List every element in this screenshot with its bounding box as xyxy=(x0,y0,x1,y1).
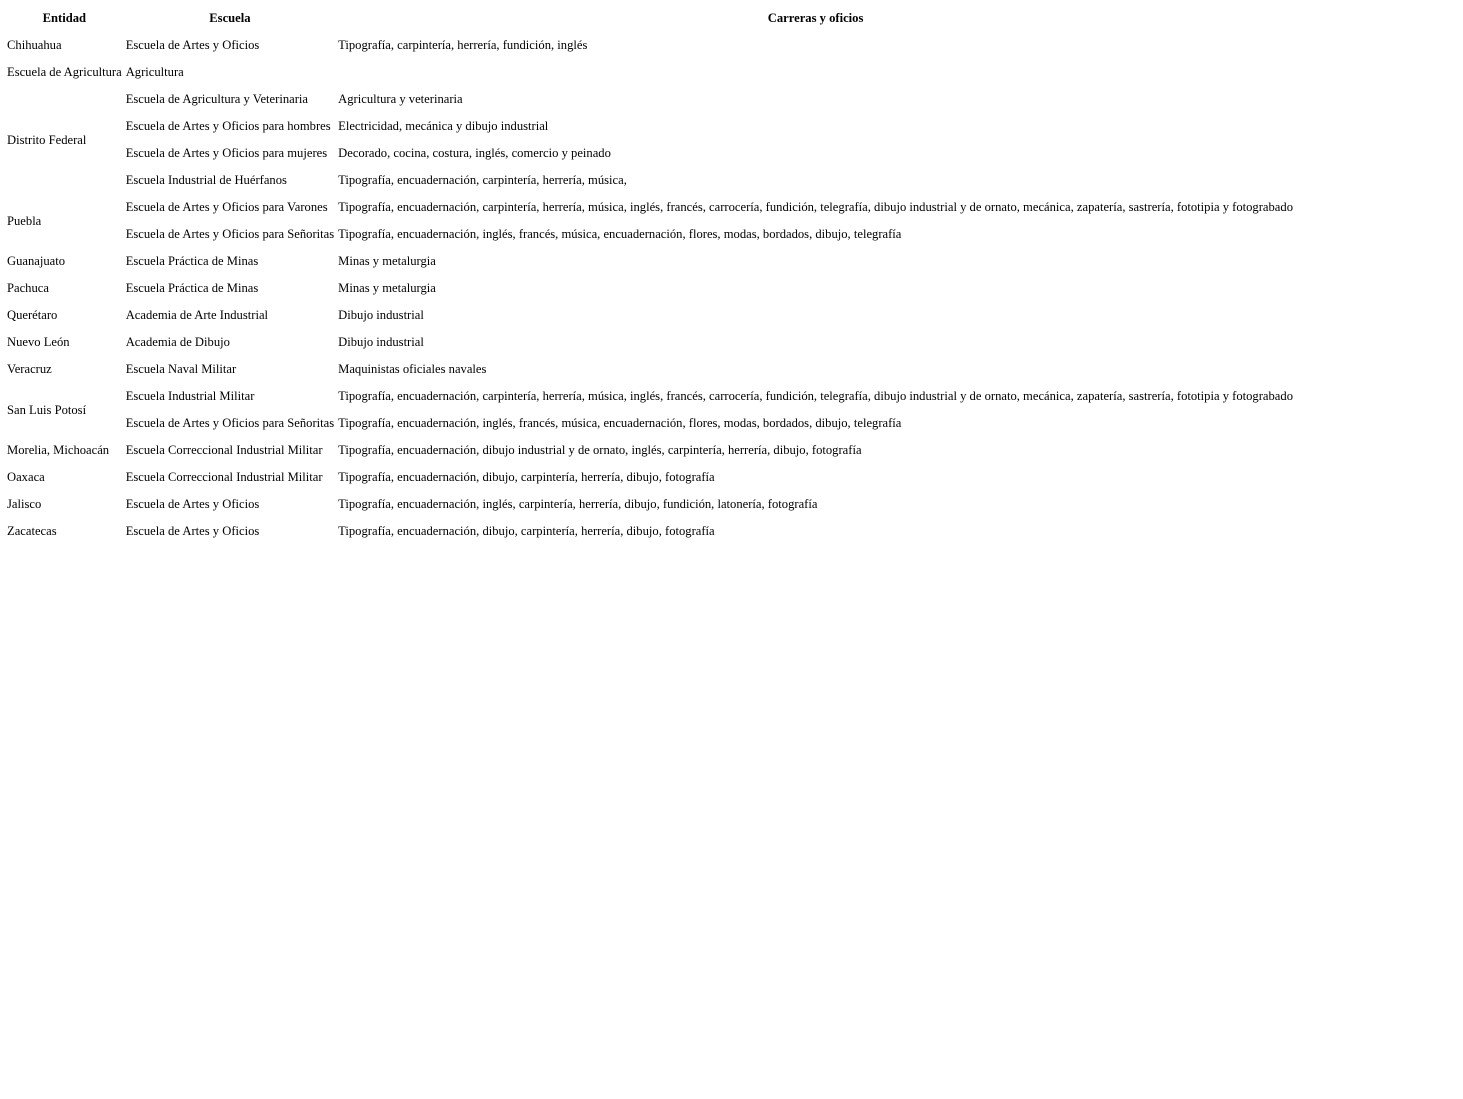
cell-entidad: Escuela de Agricultura xyxy=(7,65,122,79)
cell-entidad: Nuevo León xyxy=(7,335,70,349)
cell-entidad: Jalisco xyxy=(7,497,42,511)
table-row xyxy=(6,357,1294,382)
cell-carreras: Tipografía, encuadernación, dibujo, carpintería, herrería, dibujo, fotografía xyxy=(338,470,715,484)
header-escuela: Escuela xyxy=(209,11,251,25)
table-row xyxy=(6,384,1294,409)
table-row xyxy=(6,303,1294,328)
cell-carreras: Maquinistas oficiales navales xyxy=(338,362,487,376)
schools-table xyxy=(4,4,1296,546)
cell-entidad: San Luis Potosí xyxy=(7,402,87,417)
table-row xyxy=(6,465,1294,490)
table-row xyxy=(6,492,1294,517)
cell-escuela: Escuela de Artes y Oficios xyxy=(125,497,260,511)
cell-escuela: Escuela Industrial de Huérfanos xyxy=(125,173,287,187)
table-row xyxy=(6,519,1294,544)
header-carreras: Carreras y oficios xyxy=(767,11,864,25)
cell-carreras: Tipografía, encuadernación, carpintería, herrería, música, xyxy=(338,173,627,187)
table-row xyxy=(6,276,1294,301)
cell-carreras: Minas y metalurgia xyxy=(338,254,436,268)
table-row xyxy=(6,141,1294,166)
cell-entidad: Puebla xyxy=(7,213,42,228)
table-row xyxy=(6,168,1294,193)
cell-escuela: Escuela Naval Militar xyxy=(125,362,237,376)
cell-entidad: Oaxaca xyxy=(7,470,45,484)
cell-carreras: Decorado, cocina, costura, inglés, comercio y peinado xyxy=(338,146,611,160)
table-row xyxy=(6,114,1294,139)
cell-escuela: Agricultura xyxy=(125,65,184,79)
cell-carreras: Dibujo industrial xyxy=(338,308,424,322)
cell-escuela: Escuela de Artes y Oficios para Señoritas xyxy=(125,227,335,241)
table-row xyxy=(6,438,1294,463)
table-row xyxy=(6,330,1294,355)
cell-entidad: Distrito Federal xyxy=(7,132,87,147)
cell-escuela: Escuela de Artes y Oficios para Señoritas xyxy=(125,416,335,430)
cell-carreras: Tipografía, encuadernación, dibujo industrial y de ornato, inglés, carpintería, herrería, dibujo, fotografía xyxy=(338,443,862,457)
cell-carreras: Electricidad, mecánica y dibujo industrial xyxy=(338,119,549,133)
cell-escuela: Escuela de Artes y Oficios xyxy=(125,38,260,52)
cell-escuela: Escuela de Artes y Oficios para Varones xyxy=(125,200,328,214)
cell-carreras xyxy=(337,60,1294,85)
cell-escuela: Escuela Correccional Industrial Militar xyxy=(125,443,323,457)
cell-escuela: Escuela de Artes y Oficios xyxy=(125,524,260,538)
table-row xyxy=(6,87,1294,112)
cell-escuela: Academia de Dibujo xyxy=(125,335,230,349)
cell-escuela: Escuela de Artes y Oficios para mujeres xyxy=(125,146,328,160)
cell-escuela: Escuela Correccional Industrial Militar xyxy=(125,470,323,484)
cell-escuela: Escuela de Agricultura y Veterinaria xyxy=(125,92,309,106)
cell-entidad: Guanajuato xyxy=(7,254,66,268)
cell-carreras: Tipografía, carpintería, herrería, fundición, inglés xyxy=(338,38,588,52)
cell-entidad: Pachuca xyxy=(7,281,49,295)
cell-carreras: Tipografía, encuadernación, dibujo, carpintería, herrería, dibujo, fotografía xyxy=(338,524,715,538)
cell-escuela: Escuela Práctica de Minas xyxy=(125,254,259,268)
table-row xyxy=(6,195,1294,220)
cell-escuela: Escuela de Artes y Oficios para hombres xyxy=(125,119,331,133)
cell-entidad: Morelia, Michoacán xyxy=(7,443,110,457)
header-entidad: Entidad xyxy=(42,11,87,25)
header-row xyxy=(6,6,1294,31)
cell-escuela: Academia de Arte Industrial xyxy=(125,308,269,322)
cell-carreras: Minas y metalurgia xyxy=(338,281,436,295)
cell-carreras: Agricultura y veterinaria xyxy=(338,92,463,106)
cell-carreras: Tipografía, encuadernación, inglés, francés, música, encuadernación, flores, modas, bordados, dibujo, telegrafía xyxy=(338,227,902,241)
cell-entidad: Zacatecas xyxy=(7,524,57,538)
table-row xyxy=(6,249,1294,274)
table-row xyxy=(6,222,1294,247)
cell-entidad: Querétaro xyxy=(7,308,58,322)
cell-carreras: Dibujo industrial xyxy=(338,335,424,349)
cell-escuela: Escuela Práctica de Minas xyxy=(125,281,259,295)
cell-carreras: Tipografía, encuadernación, inglés, francés, música, encuadernación, flores, modas, bordados, dibujo, telegrafía xyxy=(338,416,902,430)
cell-carreras: Tipografía, encuadernación, carpintería, herrería, música, inglés, francés, carrocería, fundición, telegrafía, dibujo industrial y de ornato, mecánica, zapatería, sastrería, fototipia y fotograbado xyxy=(338,389,1293,403)
cell-entidad: Veracruz xyxy=(7,362,52,376)
cell-escuela: Escuela Industrial Militar xyxy=(125,389,255,403)
cell-carreras: Tipografía, encuadernación, carpintería, herrería, música, inglés, francés, carrocería, fundición, telegrafía, dibujo industrial y de ornato, mecánica, zapatería, sastrería, fototipia y fotograbado xyxy=(338,200,1293,214)
table-row xyxy=(6,33,1294,58)
table-row xyxy=(6,60,1294,85)
cell-entidad: Chihuahua xyxy=(7,38,62,52)
table-row xyxy=(6,411,1294,436)
cell-carreras: Tipografía, encuadernación, inglés, carpintería, herrería, dibujo, fundición, latonería, fotografía xyxy=(338,497,818,511)
